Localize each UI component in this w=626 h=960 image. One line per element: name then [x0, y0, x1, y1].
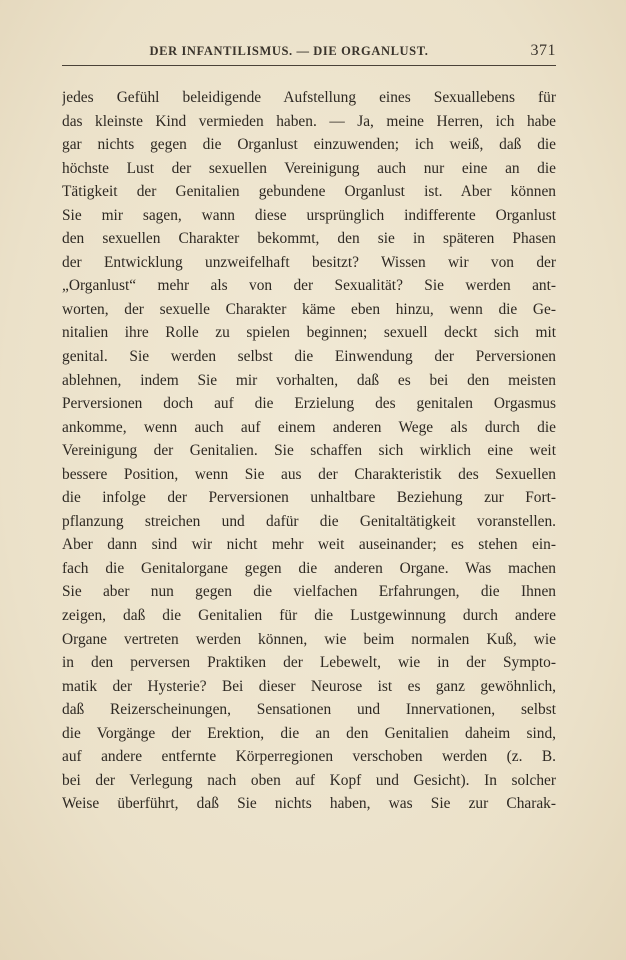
text-line: matik der Hysterie? Bei dieser Neurose ist es ganz gewöhnlich,	[62, 677, 556, 695]
text-line: genital. Sie werden selbst die Einwendung der Perversionen	[62, 348, 556, 366]
page-header	[62, 42, 556, 66]
text-line: jedes Gefühl beleidigende Aufstellung eines Sexuallebens für	[62, 89, 556, 106]
text-line: ablehnen, indem Sie mir vorhalten, daß es bei den meisten	[62, 371, 556, 389]
text-line: bessere Position, wenn Sie aus der Charakteristik des Sexuellen	[62, 465, 556, 483]
text-line: die infolge der Perversionen unhaltbare Beziehung zur Fort-	[62, 489, 556, 507]
header-rule	[62, 65, 556, 66]
text-line: in den perversen Praktiken der Lebewelt, wie in der Sympto-	[62, 654, 556, 672]
text-line: ankomme, wenn auch auf einem anderen Wege als durch die	[62, 418, 556, 436]
text-line: das kleinste Kind vermieden haben. — Ja, meine Herren, ich habe	[62, 112, 556, 130]
text-line: Weise überführt, daß Sie nichts haben, was Sie zur Charak-	[62, 795, 556, 813]
text-line: der Entwicklung unzweifelhaft besitzt? Wissen wir von der	[62, 253, 556, 271]
text-line: Tätigkeit der Genitalien gebundene Organlust ist. Aber können	[62, 183, 556, 201]
text-line: Sie aber nun gegen die vielfachen Erfahrungen, die Ihnen	[62, 583, 556, 601]
text-line: Aber dann sind wir nicht mehr weit auseinander; es stehen ein-	[62, 536, 556, 554]
text-line: bei der Verlegung nach oben auf Kopf und Gesicht). In solcher	[62, 771, 556, 789]
text-line: gar nichts gegen die Organlust einzuwenden; ich weiß, daß die	[62, 136, 556, 154]
text-line: höchste Lust der sexuellen Vereinigung auch nur eine an die	[62, 159, 556, 177]
text-line: nitalien ihre Rolle zu spielen beginnen; sexuell deckt sich mit	[62, 324, 556, 342]
text-line: fach die Genitalorgane gegen die anderen Organe. Was machen	[62, 559, 556, 577]
text-line: Vereinigung der Genitalien. Sie schaffen sich wirklich eine weit	[62, 442, 556, 460]
text-line: zeigen, daß die Genitalien für die Lustgewinnung durch andere	[62, 607, 556, 625]
text-line: worten, der sexuelle Charakter käme eben hinzu, wenn die Ge-	[62, 300, 556, 318]
text-line: Organe vertreten werden können, wie beim normalen Kuß, wie	[62, 630, 556, 648]
text-line: pflanzung streichen und dafür die Genitaltätigkeit voranstellen.	[62, 512, 556, 530]
text-line: auf andere entfernte Körperregionen verschoben werden (z. B.	[62, 748, 556, 766]
running-title: DER INFANTILISMUS. — DIE ORGANLUST.	[149, 44, 429, 58]
text-line: Sie mir sagen, wann diese ursprünglich indifferente Organlust	[62, 206, 556, 224]
text-line: Perversionen doch auf die Erzielung des genitalen Orgasmus	[62, 395, 556, 413]
text-line: den sexuellen Charakter bekommt, den sie in späteren Phasen	[62, 230, 556, 248]
text-line: die Vorgänge der Erektion, die an den Genitalien daheim sind,	[62, 724, 556, 742]
page-number: 371	[530, 42, 556, 59]
body-text	[62, 86, 556, 816]
text-line: „Organlust“ mehr als von der Sexualität? Sie werden ant-	[62, 277, 556, 295]
text-line: daß Reizerscheinungen, Sensationen und Innervationen, selbst	[62, 701, 556, 719]
